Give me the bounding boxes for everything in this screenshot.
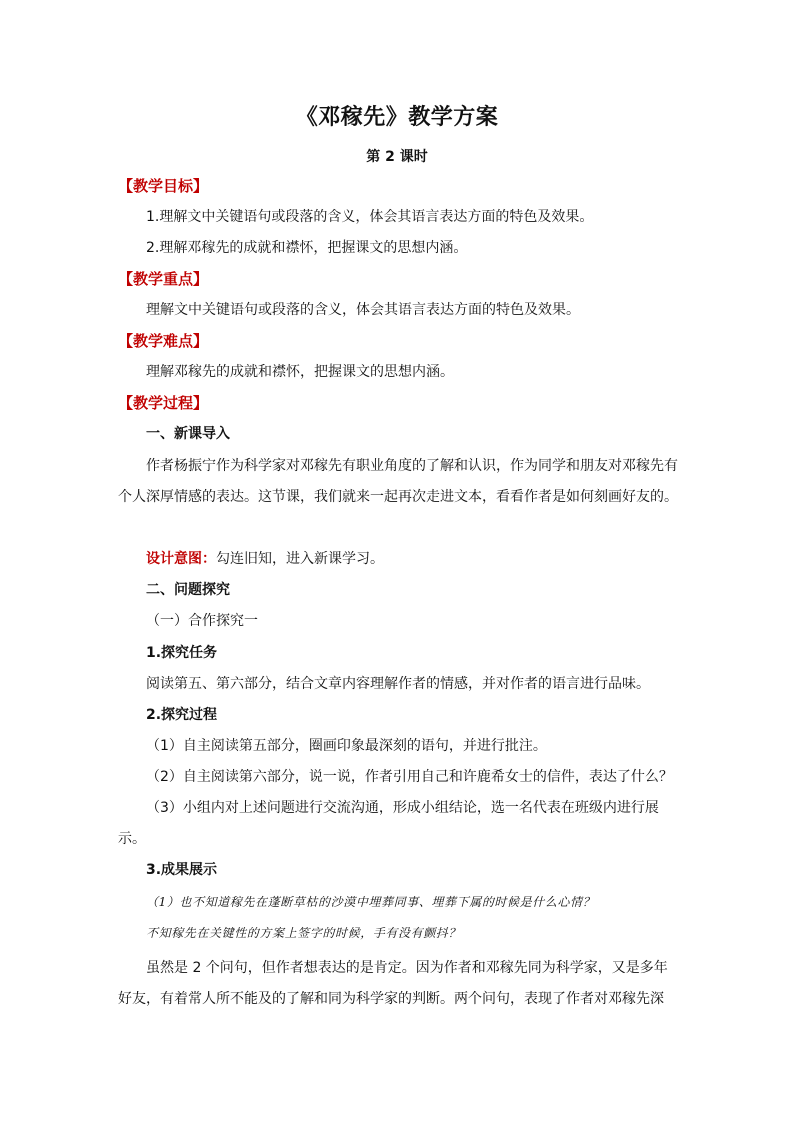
- task-text: 阅读第五、第六部分，结合文章内容理解作者的情感，并对作者的语言进行品味。: [146, 676, 650, 692]
- analysis-paragraph: 虽然是 2 个问句，但作者想表达的是肯定。因为作者和邓稼先同为科学家，又是多年好友，有着常人所不能及的了解和同为科学家的判断。两个问句，表现了作者对邓稼先深: [118, 960, 668, 1007]
- task-title: 1.探究任务: [146, 645, 218, 661]
- result-title: 3.成果展示: [146, 862, 218, 878]
- goal-item-2: 2.理解邓稼先的成就和襟怀，把握课文的思想内涵。: [146, 240, 468, 256]
- design-intent: [146, 549, 384, 569]
- page-title: 《邓稼先》教学方案: [295, 105, 499, 130]
- goals-heading: 【教学目标】: [118, 177, 209, 195]
- step2-title: 二、问题探究: [146, 582, 230, 598]
- lesson-subtitle: 第 2 课时: [366, 149, 428, 165]
- quote-line-1: （1）也不知道稼先在蓬断草枯的沙漠中埋葬同事、埋葬下属的时候是什么心情？: [146, 895, 596, 909]
- step1-title: 一、新课导入: [146, 426, 230, 442]
- process-item-1: （1）自主阅读第五部分，圈画印象最深刻的语句，并进行批注。: [146, 738, 547, 754]
- focus-heading: 【教学重点】: [118, 270, 209, 288]
- difficulty-heading: 【教学难点】: [118, 332, 209, 350]
- step1-paragraph: 作者杨振宁作为科学家对邓稼先有职业角度的了解和认识，作为同学和朋友对邓稼先有个人深厚情感的表达。这节课，我们就来一起再次走进文本，看看作者是如何刻画好友的。: [118, 458, 678, 505]
- process-item-2: （2）自主阅读第六部分，说一说，作者引用自己和许鹿希女士的信件，表达了什么？: [146, 769, 673, 785]
- quote-line-2: 不知稼先在关键性的方案上签字的时候，手有没有颤抖？: [146, 926, 462, 940]
- process-item-3: （3）小组内对上述问题进行交流沟通，形成小组结论，选一名代表在班级内进行展示。: [118, 800, 659, 847]
- design-intent-text: 勾连旧知，进入新课学习。: [216, 551, 384, 567]
- coop-title: （一）合作探究一: [146, 613, 258, 629]
- focus-text: 理解文中关键语句或段落的含义，体会其语言表达方面的特色及效果。: [146, 302, 580, 318]
- goal-item-1: 1.理解文中关键语句或段落的含义，体会其语言表达方面的特色及效果。: [146, 209, 594, 225]
- design-intent-label: 设计意图：: [146, 551, 216, 567]
- process-title: 2.探究过程: [146, 707, 218, 723]
- process-heading: 【教学过程】: [118, 394, 209, 412]
- difficulty-text: 理解邓稼先的成就和襟怀，把握课文的思想内涵。: [146, 364, 454, 380]
